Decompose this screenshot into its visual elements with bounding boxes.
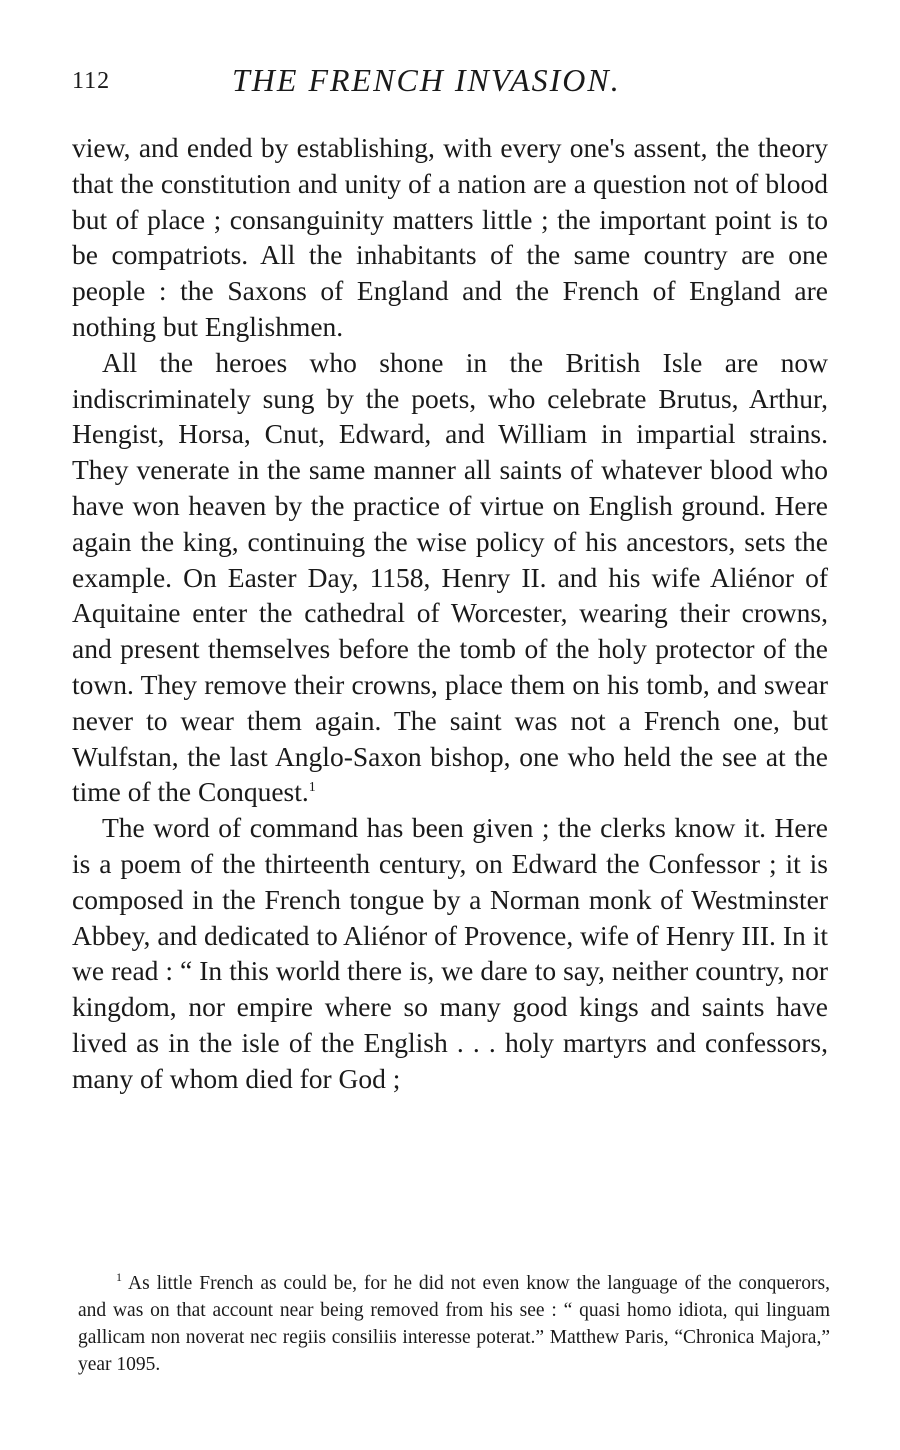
running-head <box>72 60 828 110</box>
paragraph-text: All the heroes who shone in the British Isle are now indiscriminately sung by the poets, who celebrate Brutus, Arthur, Hengist, Horsa, Cnut, Edward, and William in impartial strains. They venerate in the same manner all saints of whatever blood who have won heaven by the practice of virtue on English ground. Here again the king, continuing the wise policy of his ancestors, sets the example. On Easter Day, 1158, Henry II. and his wife Aliénor of Aquitaine enter the cathedral of Worcester, wearing their crowns, and present themselves before the tomb of the holy protector of the town. They remove their crowns, place them on his tomb, and swear never to wear them again. The saint was not a French one, but Wulfstan, the last Anglo-Saxon bishop, one who held the see at the time of the Conquest. <box>72 346 828 808</box>
book-page <box>72 60 828 1097</box>
footnote-paragraph <box>78 1270 830 1378</box>
running-title: THE FRENCH INVASION. <box>232 62 621 98</box>
paragraph-text: The word of command has been given ; the clerks know it. Here is a poem of the thirteenth century, on Edward the Confessor ; it is composed in the French tongue by a Norman monk of Westminster Abbey, and dedicated to Aliénor of Provence, wife of Henry III. In it we read : “ In this world there is, we dare to say, neither country, nor kingdom, nor empire where so many good kings and saints have lived as in the isle of the English . . . holy martyrs and confessors, many of whom died for God ; <box>72 812 828 1094</box>
paragraph-command <box>72 810 828 1096</box>
footnote <box>78 1270 830 1378</box>
footnote-marker: 1 <box>116 1270 122 1284</box>
page-number: 112 <box>72 68 111 94</box>
footnote-text: As little French as could be, for he did not even know the language of the conquerors, and was on that account near being removed from his see : “ quasi homo idiota, qui linguam gallicam non noverat nec regiis consiliis interesse poterat.” Matthew Paris, “Chronica Majora,” year 1095. <box>78 1273 830 1375</box>
paragraph-text: view, and ended by establishing, with every one's assent, the theory that the constitution and unity of a nation are a question not of blood but of place ; consanguinity matters little ; the important point is to be compatriots. All the inhabitants of the same country are one people : the Saxons of England and the French of England are nothing but Englishmen. <box>72 132 828 342</box>
body-text <box>72 130 828 1097</box>
paragraph-heroes <box>72 345 828 810</box>
footnote-reference: 1 <box>308 780 316 796</box>
paragraph-continued <box>72 130 828 345</box>
